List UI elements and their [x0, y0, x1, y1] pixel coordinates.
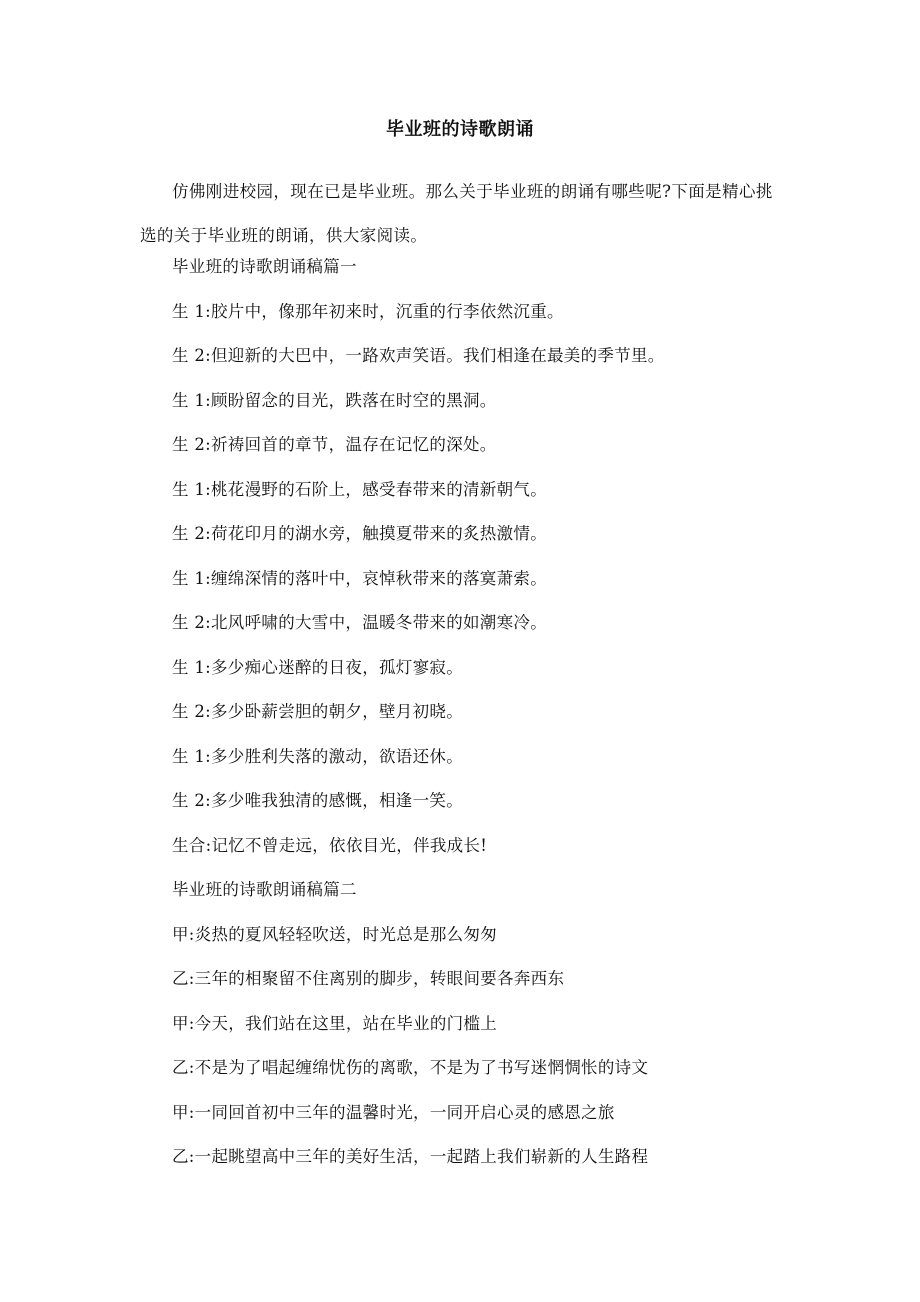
recitation-line: 生合:记忆不曾走远，依依目光，伴我成长! — [172, 835, 488, 855]
recitation-line: 甲:今天，我们站在这里，站在毕业的门槛上 — [172, 1013, 498, 1033]
recitation-line: 生 1:多少痴心迷醉的日夜，孤灯寥寂。 — [172, 657, 464, 677]
recitation-lines — [172, 252, 812, 1187]
recitation-line: 生 2:北风呼啸的大雪中，温暖冬带来的如潮寒冷。 — [172, 613, 548, 632]
recitation-line: 生 2:祈祷回首的章节，温存在记忆的深处。 — [172, 435, 497, 454]
section-heading-1: 毕业班的诗歌朗诵稿篇一 — [172, 257, 357, 276]
recitation-line: 生 1:多少胜利失落的激动，欲语还休。 — [172, 746, 464, 766]
recitation-line: 生 1:缠绵深情的落叶中，哀悼秋带来的落寞萧索。 — [172, 568, 548, 588]
recitation-line: 生 2:但迎新的大巴中，一路欢声笑语。我们相逢在最美的季节里。 — [172, 346, 665, 365]
recitation-line: 甲:一同回首初中三年的温馨时光，一同开启心灵的感恩之旅 — [172, 1102, 615, 1122]
recitation-line: 生 1:桃花漫野的石阶上，感受春带来的清新朝气。 — [172, 479, 548, 499]
recitation-line: 生 1:胶片中，像那年初来时，沉重的行李依然沉重。 — [172, 301, 564, 321]
recitation-line: 生 1:顾盼留念的目光，跌落在时空的黑洞。 — [172, 390, 497, 410]
intro-paragraph: 仿佛刚进校园，现在已是毕业班。那么关于毕业班的朗诵有哪些呢?下面是精心挑选的关于毕业班的朗诵，供大家阅读。 — [140, 182, 773, 245]
document-title: 毕业班的诗歌朗诵 — [386, 119, 534, 140]
section-heading-2: 毕业班的诗歌朗诵稿篇二 — [172, 880, 357, 899]
recitation-line: 乙:一起眺望高中三年的美好生活，一起踏上我们崭新的人生路程 — [172, 1147, 649, 1166]
recitation-line: 乙:三年的相聚留不住离别的脚步，转眼间要各奔西东 — [172, 969, 565, 988]
recitation-line: 生 2:荷花印月的湖水旁，触摸夏带来的炙热激情。 — [172, 524, 548, 543]
recitation-line: 乙:不是为了唱起缠绵忧伤的离歌，不是为了书写迷惘惆怅的诗文 — [172, 1058, 649, 1077]
recitation-line: 甲:炎热的夏风轻轻吹送，时光总是那么匆匆 — [172, 924, 498, 944]
recitation-line: 生 2:多少卧薪尝胆的朝夕，壁月初晓。 — [172, 702, 464, 721]
recitation-line: 生 2:多少唯我独清的感慨，相逢一笑。 — [172, 791, 464, 810]
